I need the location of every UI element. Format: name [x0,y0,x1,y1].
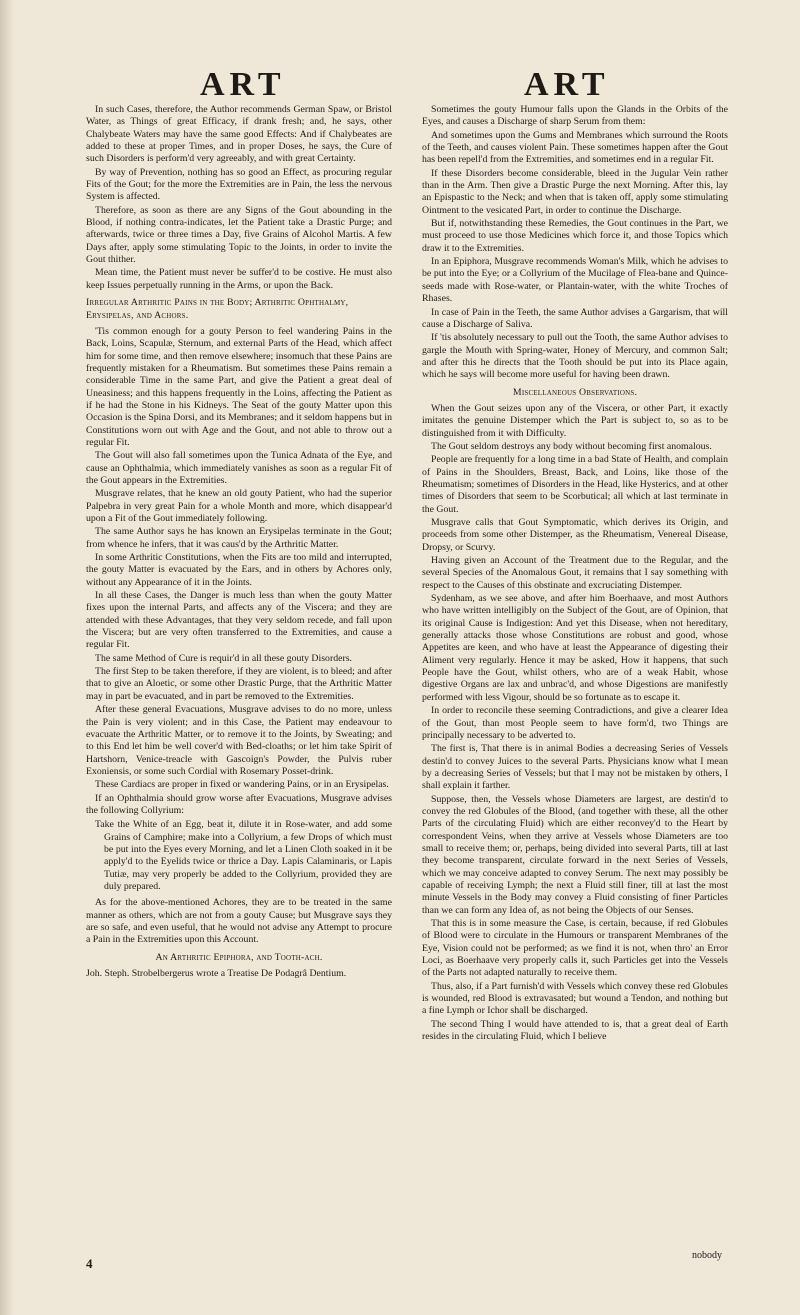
catchword: nobody [692,1250,722,1261]
section-heading: An Arthritic Epiphora, and Tooth-ach. [155,951,323,963]
paragraph: Sometimes the gouty Humour falls upon the Glands in the Orbits of the Eyes, and causes a Discharge of sharp Serum from them: [422,104,728,128]
paragraph: But if, notwithstanding these Remedies, the Gout continues in the Part, we must proceed to use those Medicines which force it, and those Topics which draw it to the Extremities. [422,218,728,254]
paragraph: And sometimes upon the Gums and Membranes which surround the Roots of the Teeth, and causes violent Pain. These sometimes happen after the Gout has been repell'd from the Extremities, and sometimes end in a regular Fit. [422,129,728,166]
paragraph: The same Author says he has known an Erysipelas terminate in the Gout; from whence he infers, that it was caus'd by the Arthritic Matter. [86,526,392,550]
paragraph: The Gout will also fall sometimes upon the Tunica Adnata of the Eye, and cause an Ophthalmia, which immediately vanishes as soon as a regular Fit of the Gout appears in the Extremities. [86,450,392,486]
paragraph: When the Gout seizes upon any of the Viscera, or other Part, it exactly imitates the genuine Distemper which the Part is subject to, so as to be distinguished from it with Difficulty. [422,402,728,439]
paragraph: In an Epiphora, Musgrave recommends Woman's Milk, which he advises to be put into the Eye; or a Collyrium of the Mucilage of Flea-bane and Quince-seeds made with Rose-water, or Plantain-water, with the white Troches of Rhases. [422,256,728,305]
section-heading: Irregular Arthritic Pains in the Body; Arthritic Ophthalmy, Erysipelas, and Achors. [86,297,349,321]
paragraph: 'Tis common enough for a gouty Person to feel wandering Pains in the Back, Loins, Scapulæ, Sternum, and external Parts of the Head, which affect him for some time, and then remove elsewhere; insomuch that these Pains are frequently mistaken for a Rheumatism. But sometimes these Pains remain a considerable Time in the same Part, and give the Patient a great deal of Uneasiness; and this happens frequently in the Loins, affecting the Patient as if he had the Stone in his Kidneys. The Seat of the gouty Matter upon this Occasion is the Spina Dorsi, and its Membranes; and it seldom happens but in Constitutions worn out with Age and the Gout, and not able to throw out a regular Fit. [86,325,392,448]
paragraph: Having given an Account of the Treatment due to the Regular, and the several Species of the Anomalous Gout, it remains that I say something with respect to the Causes of this obstinate and excruciating Distemper. [422,555,728,591]
right-column [422,104,728,1299]
paragraph: Sydenham, as we see above, and after him Boerhaave, and most Authors who have written intelligibly on the Subject of the Gout, are of Opinion, that its original Cause is Indigestion: And yet this Disease, when not hereditary, generally attacks those whose Constitutions are robust and good, whose Appetites are keen, and who have at least the Appearance of digesting their Aliment very regularly. Hence it may be asked, How it happens, that such People have the Gout, whilst others, who are of a weak Habit, whose digestive Organs are lax and unbrac'd, and whose Digestions are manifestly performed with less Vigour, should be so fortunate as to escape it. [422,593,728,703]
paragraph: Musgrave relates, that he knew an old gouty Patient, who had the superior Palpebra in very great Pain for a whole Month and more, which disappear'd upon a Fit of the Gout immediately following. [86,488,392,524]
page-number: 4 [86,1256,93,1271]
paragraph: In case of Pain in the Teeth, the same Author advises a Gargarism, that will cause a Discharge of Saliva. [422,306,728,330]
recipe-paragraph: Take the White of an Egg, beat it, dilute it in Rose-water, and add some Grains of Camphire; make into a Collyrium, a few Drops of which must be put into the Eyes every Morning, and let a Linen Cloth soaked in it be apply'd to the Eyelids twice or thrice a Day. Lapis Calaminaris, or Lapis Tutiæ, may very properly be added to the Collyrium, provided they are duly prepared. [95,819,392,892]
binding-edge [0,0,14,1315]
paragraph: As for the above-mentioned Achores, they are to be treated in the same manner as others, which are not from a gouty Cause; but Musgrave says they are so safe, and even useful, that he would not advise any Attempt to procure a Pain in the Extremities upon this Account. [86,897,392,946]
paragraph: In some Arthritic Constitutions, when the Fits are too mild and interrupted, the gouty Matter is evacuated by the Ears, and in others by Achores only, without any Appearance of it in the Joints. [86,552,392,588]
paragraph: People are frequently for a long time in a bad State of Health, and complain of Pains in the Shoulders, Breast, Back, and Loins, like those of the Rheumatism; sometimes of Disorders in the Head, like Hysterics, and at other times of Disorders that seem to be Scorbutical; all which at last terminate in the Gout. [422,454,728,515]
citation-paragraph: Joh. Steph. Strobelbergerus wrote a Treatise De Podagrâ Dentium. [86,968,347,980]
paragraph: If 'tis absolutely necessary to pull out the Tooth, the same Author advises to gargle the Mouth with Spring-water, Honey of Mercury, and common Salt; and after this he directs that the Tooth should be put into its Place again, which he says will become more useful for having been drawn. [422,332,728,381]
section-heading: Miscellaneous Observations. [512,386,638,398]
paragraph: These Cardiacs are proper in fixed or wandering Pains, or in an Erysipelas. [95,779,389,791]
paragraph: Musgrave calls that Gout Symptomatic, which derives its Origin, and proceeds from some other Distemper, as the Rheumatism, Venereal Disease, Dropsy, or Scurvy. [422,517,728,553]
paragraph: The first is, That there is in animal Bodies a decreasing Series of Vessels destin'd to convey Juices to the several Parts. Physicians know what I mean by a decreasing Series of Vessels; but that I may not be mistaken by others, I shall explain it farther. [422,743,728,792]
paragraph: Therefore, as soon as there are any Signs of the Gout abounding in the Blood, if nothing contra-indicates, let the Patient take a Drastic Purge; and afterwards, twice or three times a Day, five Grains of Alcohol Martis. A few Days after, apply some stimulating Topic to the Joints, in order to invite the Gout thither. [86,204,392,266]
left-column [86,104,392,1299]
paragraph: In such Cases, therefore, the Author recommends German Spaw, or Bristol Water, as Things of great Efficacy, if drank fresh; and, he says, other Chalybeate Waters may have the same good Effects: And if Chalybeates are added to these at proper Times, and in proper Doses, he says, the Cure of such Disorders is perform'd very agreeably, and with great Certainty. [86,104,392,165]
paragraph: If an Ophthalmia should grow worse after Evacuations, Musgrave advises the following Collyrium: [86,792,392,816]
paragraph: By way of Prevention, nothing has so good an Effect, as procuring regular Fits of the Gout; for the more the Extremities are in Pain, the less the nervous System is affected. [86,166,392,203]
paragraph: Suppose, then, the Vessels whose Diameters are largest, are destin'd to convey the red Globules of the Blood, (and together with these, all the other Parts of the circulating Fluid) which are either reconvey'd to the Heart by correspondent Veins, when they arrive at Vessels whose Diameters are too small to receive them; or, perhaps, being divided into several Parts, till at last they become transparent, circulate forward in the next Series of Vessels, which we may conceive adapted to convey Serum. The next may possibly be capable of receiving Lymph; the next a Fluid still finer, till at last the most minute Vessels in the Body may convey a Fluid consisting of finer Particles than we can form any Idea of, as not being the Objects of our Senses. [422,793,728,916]
paragraph: The second Thing I would have attended to is, that a great deal of Earth resides in the circulating Fluid, which I believe [422,1018,728,1043]
running-head-right: ART [524,66,610,103]
paragraph: That this is in some measure the Case, is certain, because, if red Globules of Blood were to circulate in the Humours or transparent Membranes of the Eye, Vision could not be performed; as we find it is not, when thro' an Error Loci, as Boerhaave very properly calls it, such Particles get into the Vessels of the Parts not adapted naturally to receive them. [422,918,728,979]
paragraph: In all these Cases, the Danger is much less than when the gouty Matter fixes upon the internal Parts, and affects any of the Viscera; and they are attended with these Advantages, that they very seldom recede, and fall upon the Viscera; but are very often transferred to the Extremities, and cause a regular Fit. [86,590,392,651]
paragraph: The Gout seldom destroys any body without becoming first anomalous. [431,440,712,452]
paragraph: Thus, also, if a Part furnish'd with Vessels which convey these red Globules is wounded, red Blood is extravasated; but wound a Tendon, and nothing but a fine Lymph or Ichor shall be discharged. [422,980,728,1017]
paragraph: If these Disorders become considerable, bleed in the Jugular Vein rather than in the Arm. Then give a Drastic Purge the next Morning. After this, lay an Epispastic to the Neck; and when that is taken off, apply some stimulating Ointment to the vesicated Part, in order to continue the Discharge. [422,167,728,216]
paragraph: In order to reconcile these seeming Contradictions, and give a clearer Idea of the Gout, than most People seem to have form'd, two Things are principally necessary to be adverted to. [422,705,728,741]
paragraph: After these general Evacuations, Musgrave advises to do no more, unless the Pain is very violent; and in this Case, the Patient may endeavour to evacuate the Arthritic Matter, or to remove it to the Joints, by Sweating; and to this End let him be well cover'd with Bed-cloaths; or let him take Spirit of Hartshorn, Venice-treacle with Gascoign's Powder, the Pulvis ruber Exoniensis, or some such Cordial with Rosemary Posset-drink. [86,704,392,777]
paragraph: The same Method of Cure is requir'd in all these gouty Disorders. [95,652,352,664]
paragraph: The first Step to be taken therefore, if they are violent, is to bleed; and after that to give an Aloetic, or some other Drastic Purge, that the Arthritic Matter may in part be evacuated, and in part be removed to the Extremities. [86,666,392,702]
running-head-left: ART [200,66,286,103]
paragraph: Mean time, the Patient must never be suffer'd to be costive. He must also keep Issues perpetually running in the Arms, or upon the Back. [86,267,392,291]
